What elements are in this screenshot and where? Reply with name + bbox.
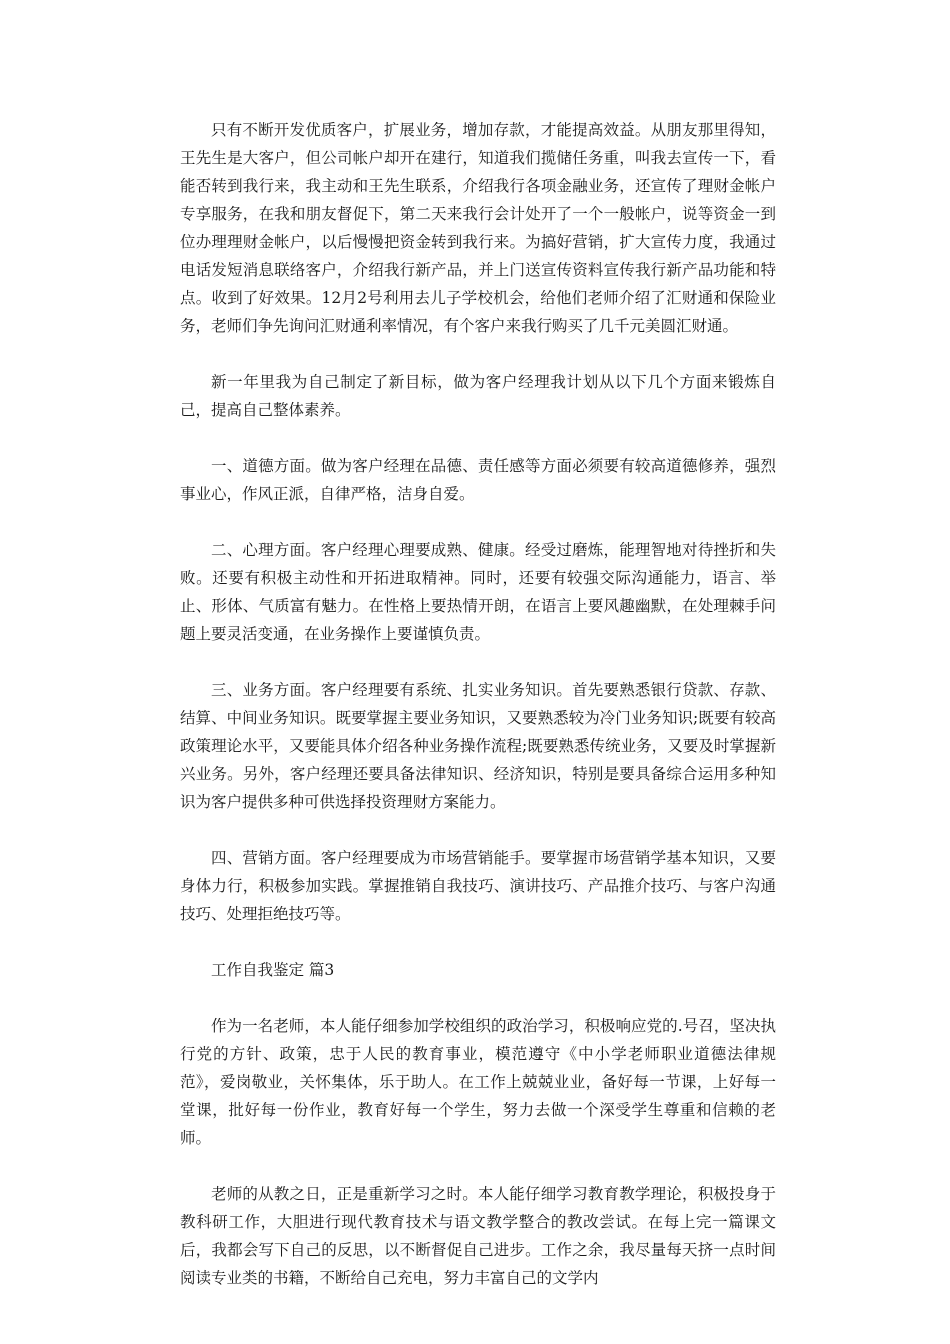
paragraph-psychology: 二、心理方面。客户经理心理要成熟、健康。经受过磨炼，能理智地对待挫折和失败。还要有积极主动性和开拓进取精神。同时，还要有较强交际沟通能力，语言、举止、形体、气质富有魅力。在性格上要热情开朗，在语言上要风趣幽默，在处理棘手问题上要灵活变通，在业务操作上要谨慎负责。 <box>180 541 776 643</box>
paragraph-teacher-politics: 作为一名老师，本人能仔细参加学校组织的政治学习，积极响应党的.号召，坚决执行党的方针、政策，忠于人民的教育事业，模范遵守《中小学老师职业道德法律规范》，爱岗敬业，关怀集体，乐于助人。在工作上兢兢业业，备好每一节课，上好每一堂课，批好每一份作业，教育好每一个学生，努力去做一个深受学生尊重和信赖的老师。 <box>180 1017 776 1147</box>
paragraph-client-development: 只有不断开发优质客户，扩展业务，增加存款，才能提高效益。从朋友那里得知，王先生是大客户，但公司帐户却开在建行，知道我们揽储任务重，叫我去宣传一下，看能否转到我行来，我主动和王先生联系，介绍我行各项金融业务，还宣传了理财金帐户专享服务，在我和朋友督促下，第二天来我行会计处开了一个一般帐户，说等资金一到位办理理财金帐户，以后慢慢把资金转到我行来。为搞好营销，扩大宣传力度，我通过电话发短消息联络客户，介绍我行新产品，并上门送宣传资料宣传我行新产品功能和特点。收到了好效果。12月2号利用去儿子学校机会，给他们老师介绍了汇财通和保险业务，老师们争先询问汇财通利率情况，有个客户来我行购买了几千元美圆汇财通。 <box>180 121 776 335</box>
document-page <box>180 116 776 1292</box>
paragraph-business: 三、业务方面。客户经理要有系统、扎实业务知识。首先要熟悉银行贷款、存款、结算、中间业务知识。既要掌握主要业务知识，又要熟悉较为冷门业务知识;既要有较高政策理论水平，又要能具体介绍各种业务操作流程;既要熟悉传统业务，又要及时掌握新兴业务。另外，客户经理还要具备法律知识、经济知识，特别是要具备综合运用多种知识为客户提供多种可供选择投资理财方案能力。 <box>180 681 776 811</box>
paragraph-marketing: 四、营销方面。客户经理要成为市场营销能手。要掌握市场营销学基本知识，又要身体力行，积极参加实践。掌握推销自我技巧、演讲技巧、产品推介技巧、与客户沟通技巧、处理拒绝技巧等。 <box>180 849 776 923</box>
paragraph-teacher-study: 老师的从教之日，正是重新学习之时。本人能仔细学习教育教学理论，积极投身于教科研工作，大胆进行现代教育技术与语文教学整合的教改尝试。在每上完一篇课文后，我都会写下自己的反思，以不断督促自己进步。工作之余，我尽量每天挤一点时间阅读专业类的书籍，不断给自己充电，努力丰富自己的文学内 <box>180 1185 776 1287</box>
section-heading: 工作自我鉴定 篇3 <box>211 961 335 979</box>
paragraph-new-year-goals: 新一年里我为自己制定了新目标，做为客户经理我计划从以下几个方面来锻炼自己，提高自己整体素养。 <box>180 373 776 419</box>
paragraph-morality: 一、道德方面。做为客户经理在品德、责任感等方面必须要有较高道德修养，强烈事业心，作风正派，自律严格，洁身自爱。 <box>180 457 776 503</box>
